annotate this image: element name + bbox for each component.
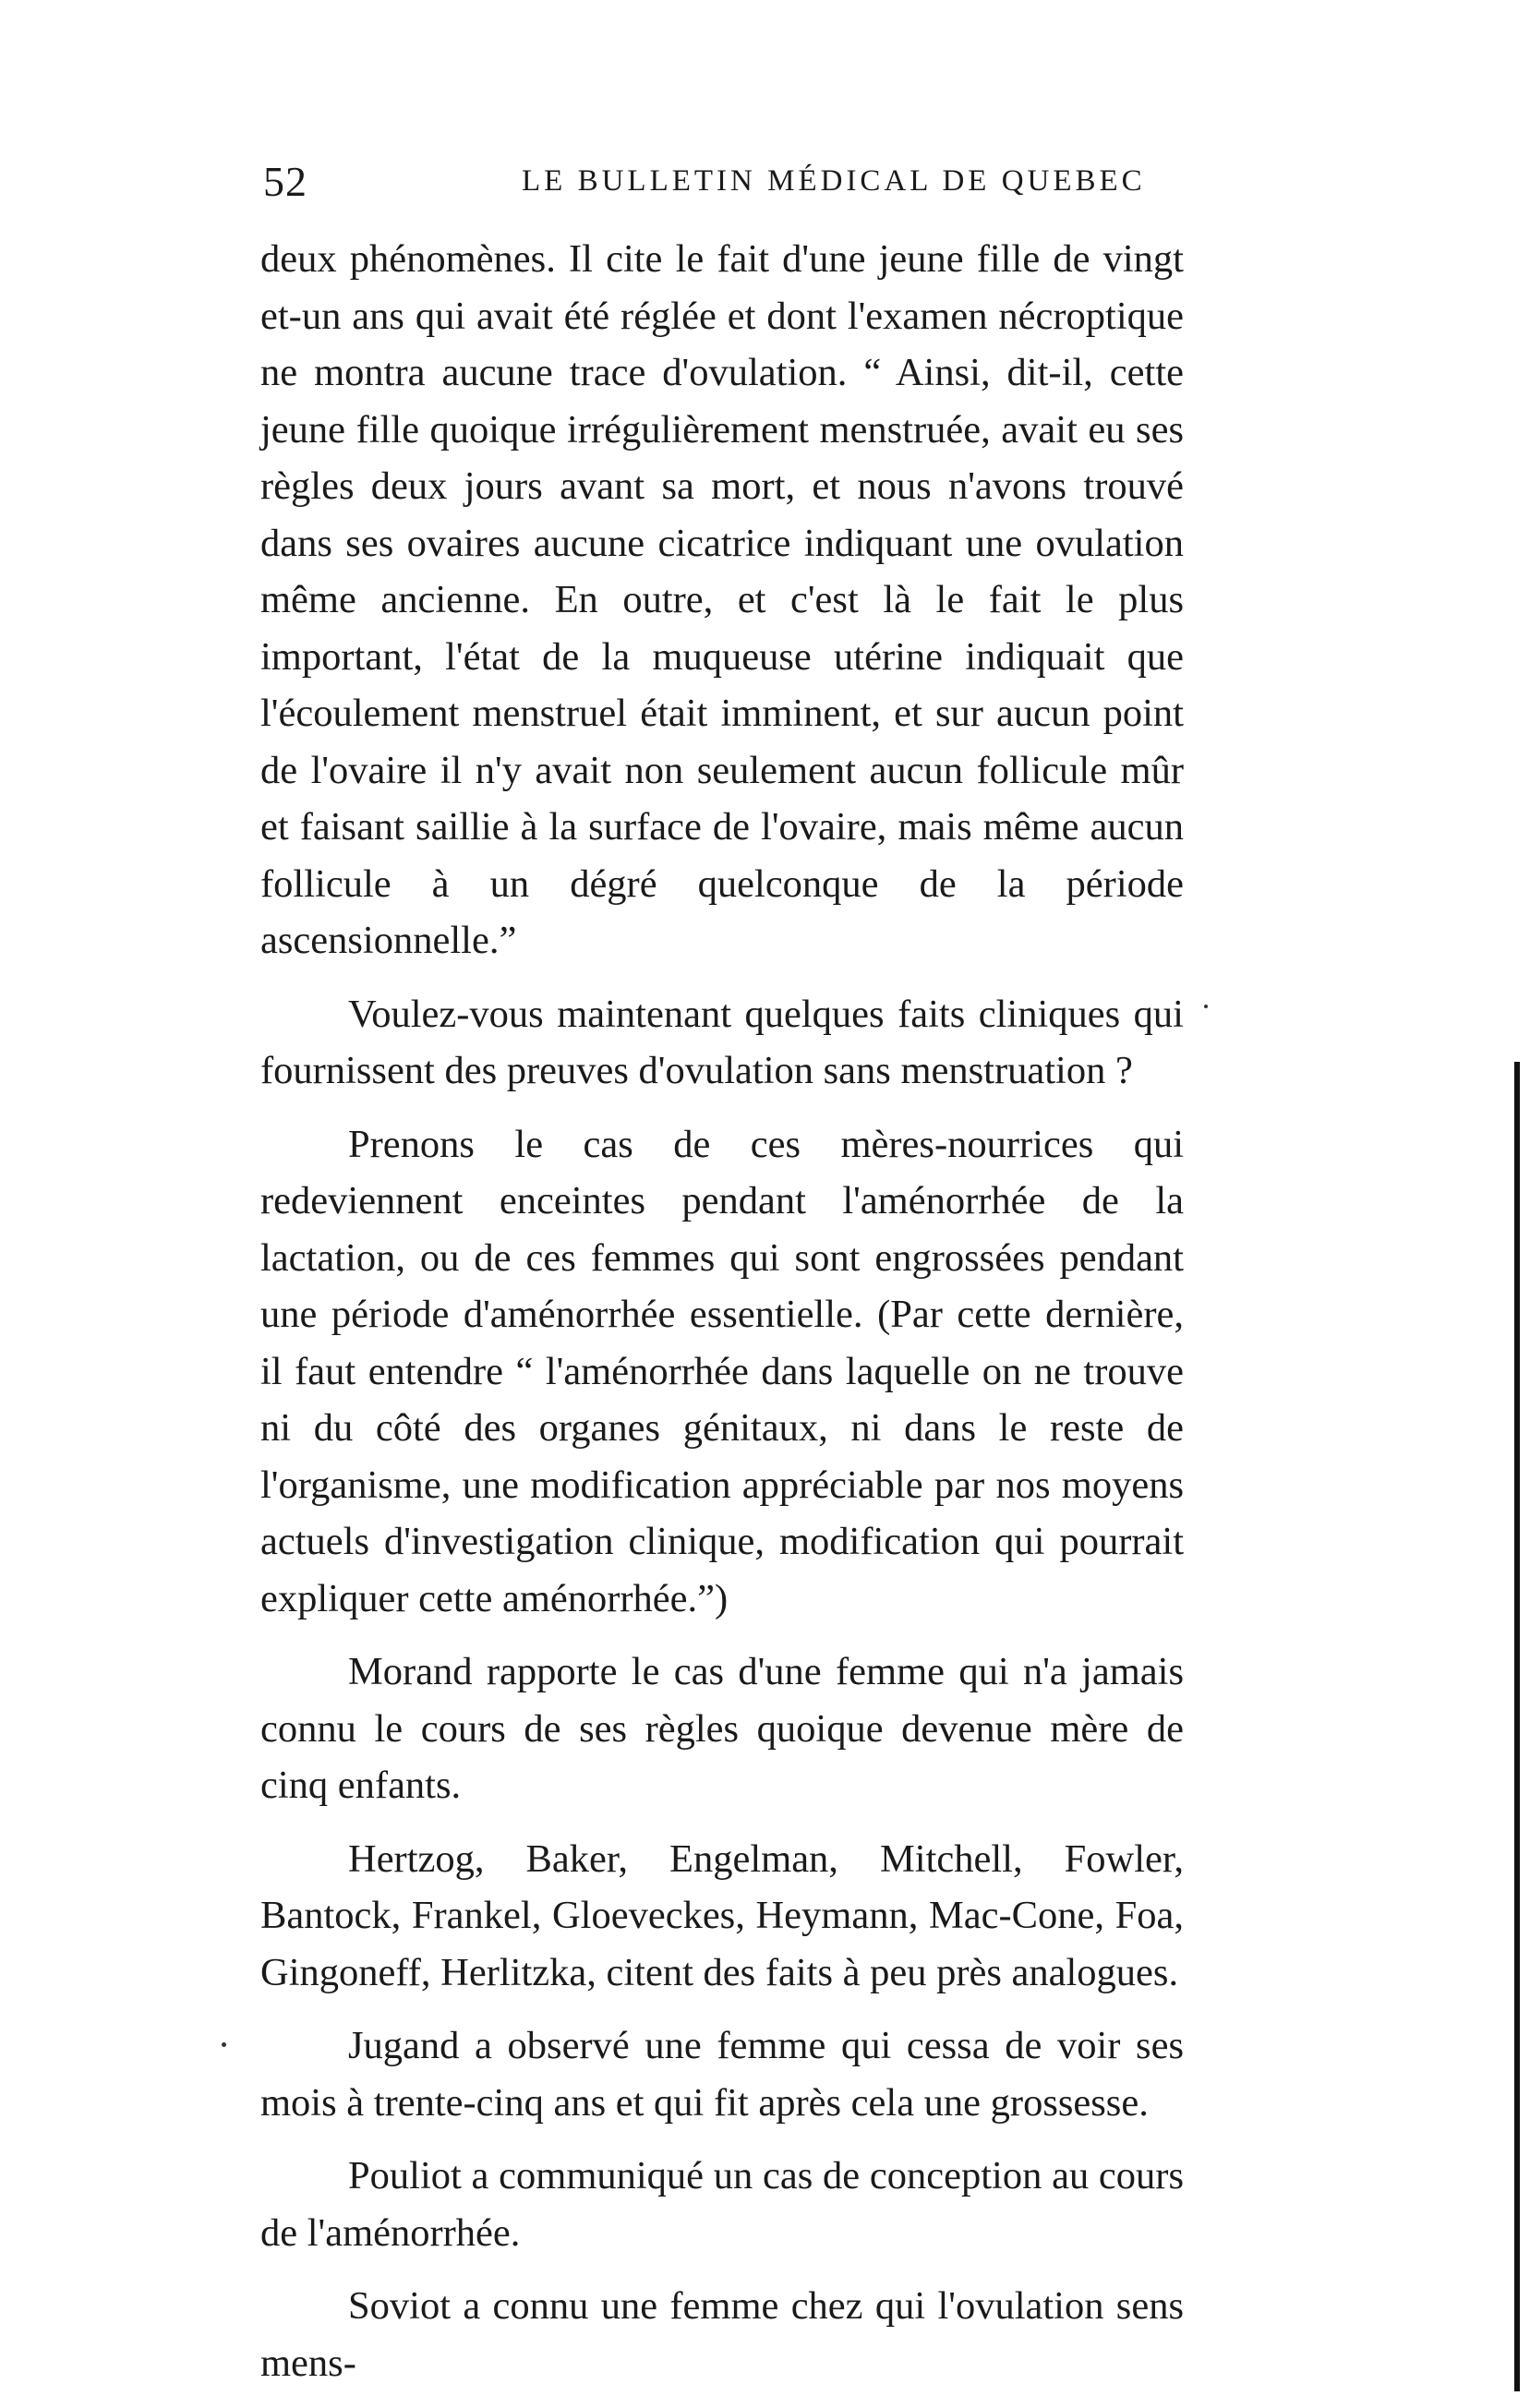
paragraph-4: Morand rapporte le cas d'une femme qui n'a jamais connu le cours de ses règles quoique devenue mère de cinq enfants.: [260, 1650, 1184, 1807]
paragraph-3: Prenons le cas de ces mères-nourrices qui redeviennent enceintes pendant l'aménorrhée de la lactation, ou de ces femmes qui sont engrossées pendant une période d'aménorrhée essentielle. (Par cette dernière, il faut entendre “ l'aménorrhée dans laquelle on ne trouve ni du côté des organes génitaux, ni dans le reste de l'organisme, une modification appréciable par nos moyens actuels d'investigation clinique, modification qui pourrait expliquer cette aménorrhée.”): [260, 1122, 1184, 1620]
body-text: [260, 231, 1184, 2408]
journal-title: LE BULLETIN MÉDICAL DE QUEBEC: [522, 164, 1146, 198]
paragraph-6: Jugand a observé une femme qui cessa de voir ses mois à trente-cinq ans et qui fit après cela une grossesse.: [260, 2024, 1184, 2125]
paragraph-1: deux phénomènes. Il cite le fait d'une jeune fille de vingt et-un ans qui avait été réglée et dont l'examen nécroptique ne montra aucune trace d'ovulation. “ Ainsi, dit-il, cette jeune fille quoique irrégulièrement menstruée, avait eu ses règles deux jours avant sa mort, et nous n'avons trouvé dans ses ovaires aucune cicatrice indiquant une ovulation même ancienne. En outre, et c'est là le fait le plus important, l'état de la muqueuse utérine indiquait que l'écoulement menstruel était imminent, et sur aucun point de l'ovaire il n'y avait non seulement aucun follicule mûr et faisant saillie à la surface de l'ovaire, mais même aucun follicule à un dégré quelconque de la période ascensionnelle.”: [260, 237, 1184, 962]
paragraph-2: Voulez-vous maintenant quelques faits cliniques qui fournissent des preuves d'ovulation sans menstruation ?: [260, 992, 1184, 1092]
paragraph-8: Soviot a connu une femme chez qui l'ovulation sens mens-: [260, 2284, 1184, 2385]
paragraph-7: Pouliot a communiqué un cas de conception au cours de l'aménorrhée.: [260, 2154, 1184, 2255]
scan-edge-shadow: [1514, 1062, 1520, 2391]
scan-speck: [222, 2042, 226, 2047]
paragraph-5: Hertzog, Baker, Engelman, Mitchell, Fowler, Bantock, Frankel, Gloeveckes, Heymann, Mac-Cone, Foa, Gingoneff, Herlitzka, citent des faits à peu près analogues.: [260, 1836, 1184, 1994]
scan-speck: [1204, 1005, 1208, 1008]
running-head: [263, 157, 1196, 212]
page-number: 52: [263, 158, 307, 205]
